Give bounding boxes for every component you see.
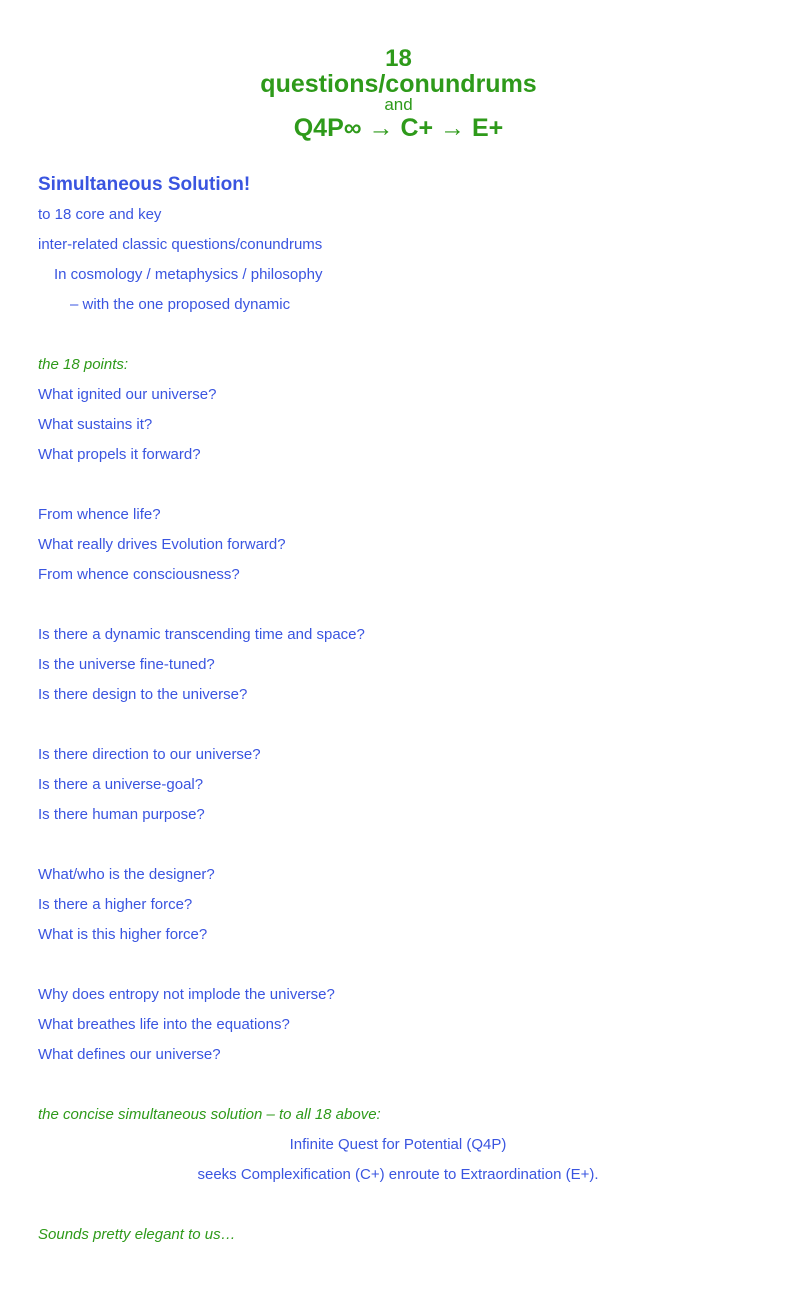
question-item: What sustains it?: [38, 416, 153, 433]
question-item: From whence consciousness?: [38, 566, 240, 583]
main-content: [38, 170, 758, 1250]
intro-line: – with the one proposed dynamic: [70, 296, 291, 313]
intro-line: inter-related classic questions/conundrums: [38, 236, 323, 253]
question-item: What is this higher force?: [38, 926, 208, 943]
question-group: [38, 620, 758, 710]
question-item: What ignited our universe?: [38, 386, 217, 403]
question-group: [38, 380, 758, 470]
question-group: [38, 980, 758, 1070]
question-item: What defines our universe?: [38, 1046, 221, 1063]
intro-line: to 18 core and key: [38, 206, 162, 223]
header-formula: Q4P∞ → C+ → E+: [293, 114, 504, 142]
spacer: [38, 1070, 758, 1100]
question-item: Why does entropy not implode the universe?: [38, 986, 335, 1003]
header-number: 18: [385, 45, 412, 72]
closing-remark: Sounds pretty elegant to us…: [38, 1226, 236, 1243]
header-title: questions/conundrums: [260, 70, 537, 98]
question-item: From whence life?: [38, 506, 161, 523]
question-item: What really drives Evolution forward?: [38, 536, 286, 553]
question-group: [38, 740, 758, 830]
question-item: Is there direction to our universe?: [38, 746, 261, 763]
question-item: What propels it forward?: [38, 446, 201, 463]
spacer: [38, 320, 758, 350]
spacer: [38, 590, 758, 620]
intro-line: In cosmology / metaphysics / philosophy: [54, 266, 323, 283]
solution-label: the concise simultaneous solution – to all 18 above:: [38, 1106, 381, 1123]
spacer: [38, 1190, 758, 1220]
question-group: [38, 860, 758, 950]
spacer: [38, 710, 758, 740]
page-header: [0, 46, 797, 142]
spacer: [38, 830, 758, 860]
question-item: Is there a dynamic transcending time and space?: [38, 626, 365, 643]
question-item: Is there human purpose?: [38, 806, 205, 823]
solution-line-1: Infinite Quest for Potential (Q4P): [289, 1136, 507, 1153]
question-item: Is there a universe-goal?: [38, 776, 204, 793]
question-item: Is there a higher force?: [38, 896, 193, 913]
points-label: the 18 points:: [38, 356, 129, 373]
spacer: [38, 950, 758, 980]
spacer: [38, 470, 758, 500]
question-item: What breathes life into the equations?: [38, 1016, 290, 1033]
header-conjunction: and: [384, 95, 413, 114]
question-item: Is the universe fine-tuned?: [38, 656, 215, 673]
question-item: Is there design to the universe?: [38, 686, 248, 703]
question-group: [38, 500, 758, 590]
question-item: What/who is the designer?: [38, 866, 215, 883]
section-subtitle: Simultaneous Solution!: [38, 174, 251, 195]
solution-line-2: seeks Complexification (C+) enroute to Extraordination (E+).: [197, 1166, 599, 1183]
